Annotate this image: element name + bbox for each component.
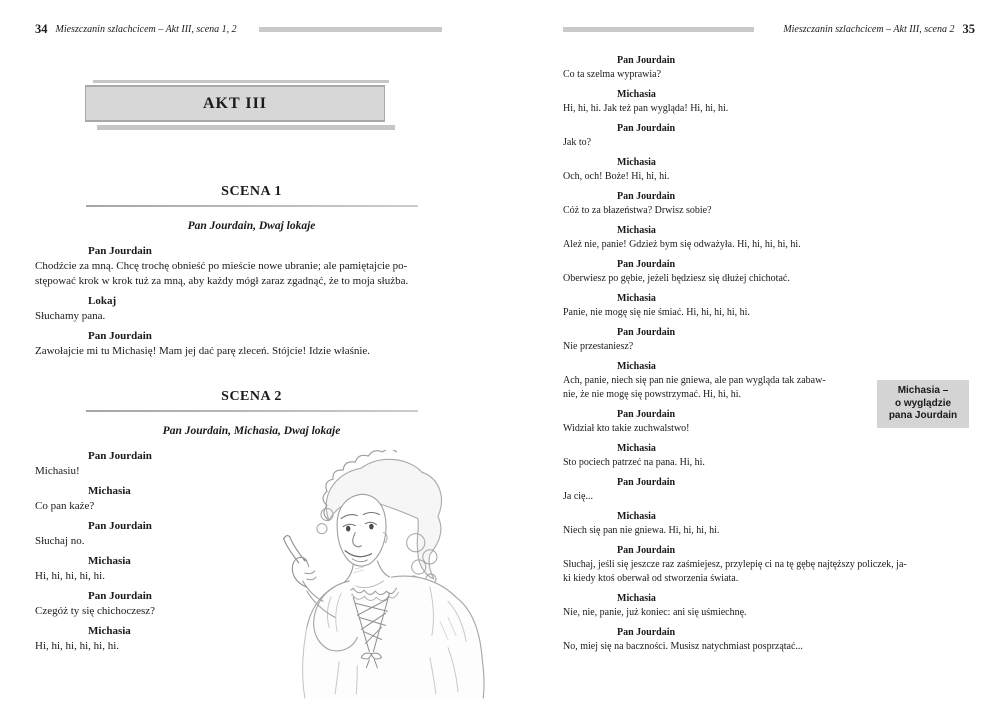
- speech-block: [563, 156, 975, 184]
- act-box: [85, 85, 385, 122]
- speech-text: Co pan każe?: [35, 500, 95, 512]
- speaker-name: Pan Jourdain: [88, 590, 152, 602]
- speech-text: Hi, hi, hi, hi, hi, hi.: [35, 640, 120, 652]
- speaker-name: Pan Jourdain: [617, 627, 676, 638]
- page-number-left: 34: [35, 21, 48, 36]
- running-header-right: [563, 22, 975, 36]
- speech-block: [563, 190, 975, 218]
- speech-text: Michasiu!: [35, 465, 80, 477]
- michasia-illustration: [278, 450, 496, 700]
- speaker-name: Michasia: [617, 443, 656, 454]
- speech-block: [35, 329, 468, 359]
- speech-text: No, miej się na baczności. Musisz natychmiast posprzątać...: [563, 641, 803, 652]
- speaker-name: Michasia: [617, 293, 656, 304]
- scene-1-heading: SCENA 1: [221, 184, 282, 199]
- page-number-right: 35: [962, 21, 975, 36]
- speaker-name: Michasia: [617, 361, 656, 372]
- page-35-dialogue: [563, 54, 975, 654]
- speech-block: [563, 442, 975, 470]
- speech-block: [563, 476, 975, 504]
- act-box-top-strip: [93, 80, 389, 83]
- speech-text: Nie przestaniesz?: [563, 341, 634, 352]
- speaker-name: Pan Jourdain: [617, 327, 676, 338]
- scene-1-section: [35, 184, 468, 359]
- margin-note-line: pana Jourdain: [888, 410, 958, 421]
- speech-block: [563, 292, 975, 320]
- speaker-name: Pan Jourdain: [617, 259, 676, 270]
- scene-1-rule: [86, 205, 418, 207]
- speech-text: Słuchamy pana.: [35, 310, 106, 322]
- speech-text: Słuchaj no.: [35, 535, 85, 547]
- scene-1-dialogue: [35, 244, 468, 359]
- speech-block: [563, 326, 975, 354]
- margin-note-line: Michasia –: [897, 385, 949, 396]
- speech-block: [563, 510, 975, 538]
- running-header-left: [35, 22, 468, 36]
- act-box-shadow-strip: [97, 125, 395, 130]
- speech-text: Słuchaj, jeśli się jeszcze raz zaśmiejesz, przylepię ci na tę gębę najtęższy policzek, ja- ki kiedy ktoś oberwał od stworzenia świata.: [563, 559, 907, 584]
- scene-2-characters: Pan Jourdain, Michasia, Dwaj lokaje: [162, 425, 341, 437]
- speech-text: Nie, nie, panie, już koniec: ani się uśmiechnę.: [563, 607, 747, 618]
- speaker-name: Pan Jourdain: [88, 450, 152, 462]
- speaker-name: Pan Jourdain: [617, 55, 676, 66]
- speaker-name: Pan Jourdain: [617, 191, 676, 202]
- speech-text: Widział kto takie zuchwalstwo!: [563, 423, 690, 434]
- speaker-name: Michasia: [88, 485, 131, 497]
- speech-text: Sto pociech patrzeć na pana. Hi, hi.: [563, 457, 705, 468]
- speech-block: [35, 294, 468, 324]
- speech-text: Panie, nie mogę się nie śmiać. Hi, hi, hi, hi, hi.: [563, 307, 750, 318]
- speech-block: [35, 244, 468, 289]
- speech-text: Czegóż ty się chichoczesz?: [35, 605, 156, 617]
- scene-1-characters: Pan Jourdain, Dwaj lokaje: [187, 220, 316, 232]
- michasia-sketch-svg: [278, 450, 496, 700]
- speech-block: [563, 224, 975, 252]
- speech-text: Ależ nie, panie! Gdzież bym się odważyła. Hi, hi, hi, hi, hi.: [563, 239, 801, 250]
- speaker-name: Pan Jourdain: [617, 477, 676, 488]
- act-title-box: [85, 80, 385, 130]
- speaker-name: Michasia: [617, 157, 656, 168]
- speech-text: Ja cię...: [563, 491, 593, 502]
- speaker-name: Michasia: [617, 593, 656, 604]
- scene-2-heading: SCENA 2: [221, 389, 282, 404]
- speech-text: Niech się pan nie gniewa. Hi, hi, hi, hi.: [563, 525, 720, 536]
- speech-block: [563, 626, 975, 654]
- speaker-name: Michasia: [617, 511, 656, 522]
- speaker-name: Michasia: [617, 225, 656, 236]
- speech-block: [563, 544, 975, 586]
- speaker-name: Michasia: [617, 89, 656, 100]
- speaker-name: Michasia: [88, 555, 131, 567]
- speech-block: [563, 88, 975, 116]
- speech-text: Hi, hi, hi, hi, hi.: [35, 570, 105, 582]
- page-35: [500, 0, 1000, 712]
- speaker-name: Pan Jourdain: [88, 330, 152, 342]
- speech-text: Chodźcie za mną. Chcę trochę obnieść po mieście nowe ubranie; ale pamiętajcie po- stępować krok w krok tuż za mną, aby każdy mógł zaraz zgadnąć, że to moja służba.: [35, 260, 409, 287]
- speech-block: [563, 258, 975, 286]
- speaker-name: Pan Jourdain: [88, 245, 152, 257]
- act-title: AKT III: [202, 95, 268, 112]
- running-title-left: Mieszczanin szlachcicem – Akt III, scena 1, 2: [55, 23, 237, 35]
- speech-text: Co ta szelma wyprawia?: [563, 69, 662, 80]
- speech-text: Ach, panie, niech się pan nie gniewa, ale pan wygląda tak zabaw- nie, że nie mogę się powstrzymać. Hi, hi, hi.: [563, 375, 826, 400]
- speaker-name: Pan Jourdain: [617, 545, 676, 556]
- header-rule-bar-right: [563, 27, 754, 32]
- speaker-name: Pan Jourdain: [617, 123, 676, 134]
- speech-block: [563, 54, 975, 82]
- speech-text: Hi, hi, hi. Jak też pan wygląda! Hi, hi, hi.: [563, 103, 729, 114]
- speech-block: [563, 122, 975, 150]
- speaker-name: Michasia: [88, 625, 131, 637]
- speech-text: Jak to?: [563, 137, 592, 148]
- scene-2-rule: [86, 410, 418, 412]
- speech-block: [563, 592, 975, 620]
- speech-text: Och, och! Boże! Hi, hi, hi.: [563, 171, 670, 182]
- speaker-name: Pan Jourdain: [617, 409, 676, 420]
- speech-text: Zawołajcie mi tu Michasię! Mam jej dać parę zleceń. Stójcie! Idzie właśnie.: [35, 345, 371, 357]
- speaker-name: Lokaj: [88, 295, 117, 307]
- running-title-right: Mieszczanin szlachcicem – Akt III, scena 2: [783, 23, 955, 35]
- speaker-name: Pan Jourdain: [88, 520, 152, 532]
- margin-note: [877, 380, 969, 428]
- speech-text: Oberwiesz po gębie, jeżeli będziesz się dłużej chichotać.: [563, 273, 790, 284]
- header-rule-bar-left: [259, 27, 442, 32]
- margin-note-line: o wyglądzie: [894, 397, 952, 409]
- speech-text: Cóż to za błazeństwa? Drwisz sobie?: [563, 205, 712, 216]
